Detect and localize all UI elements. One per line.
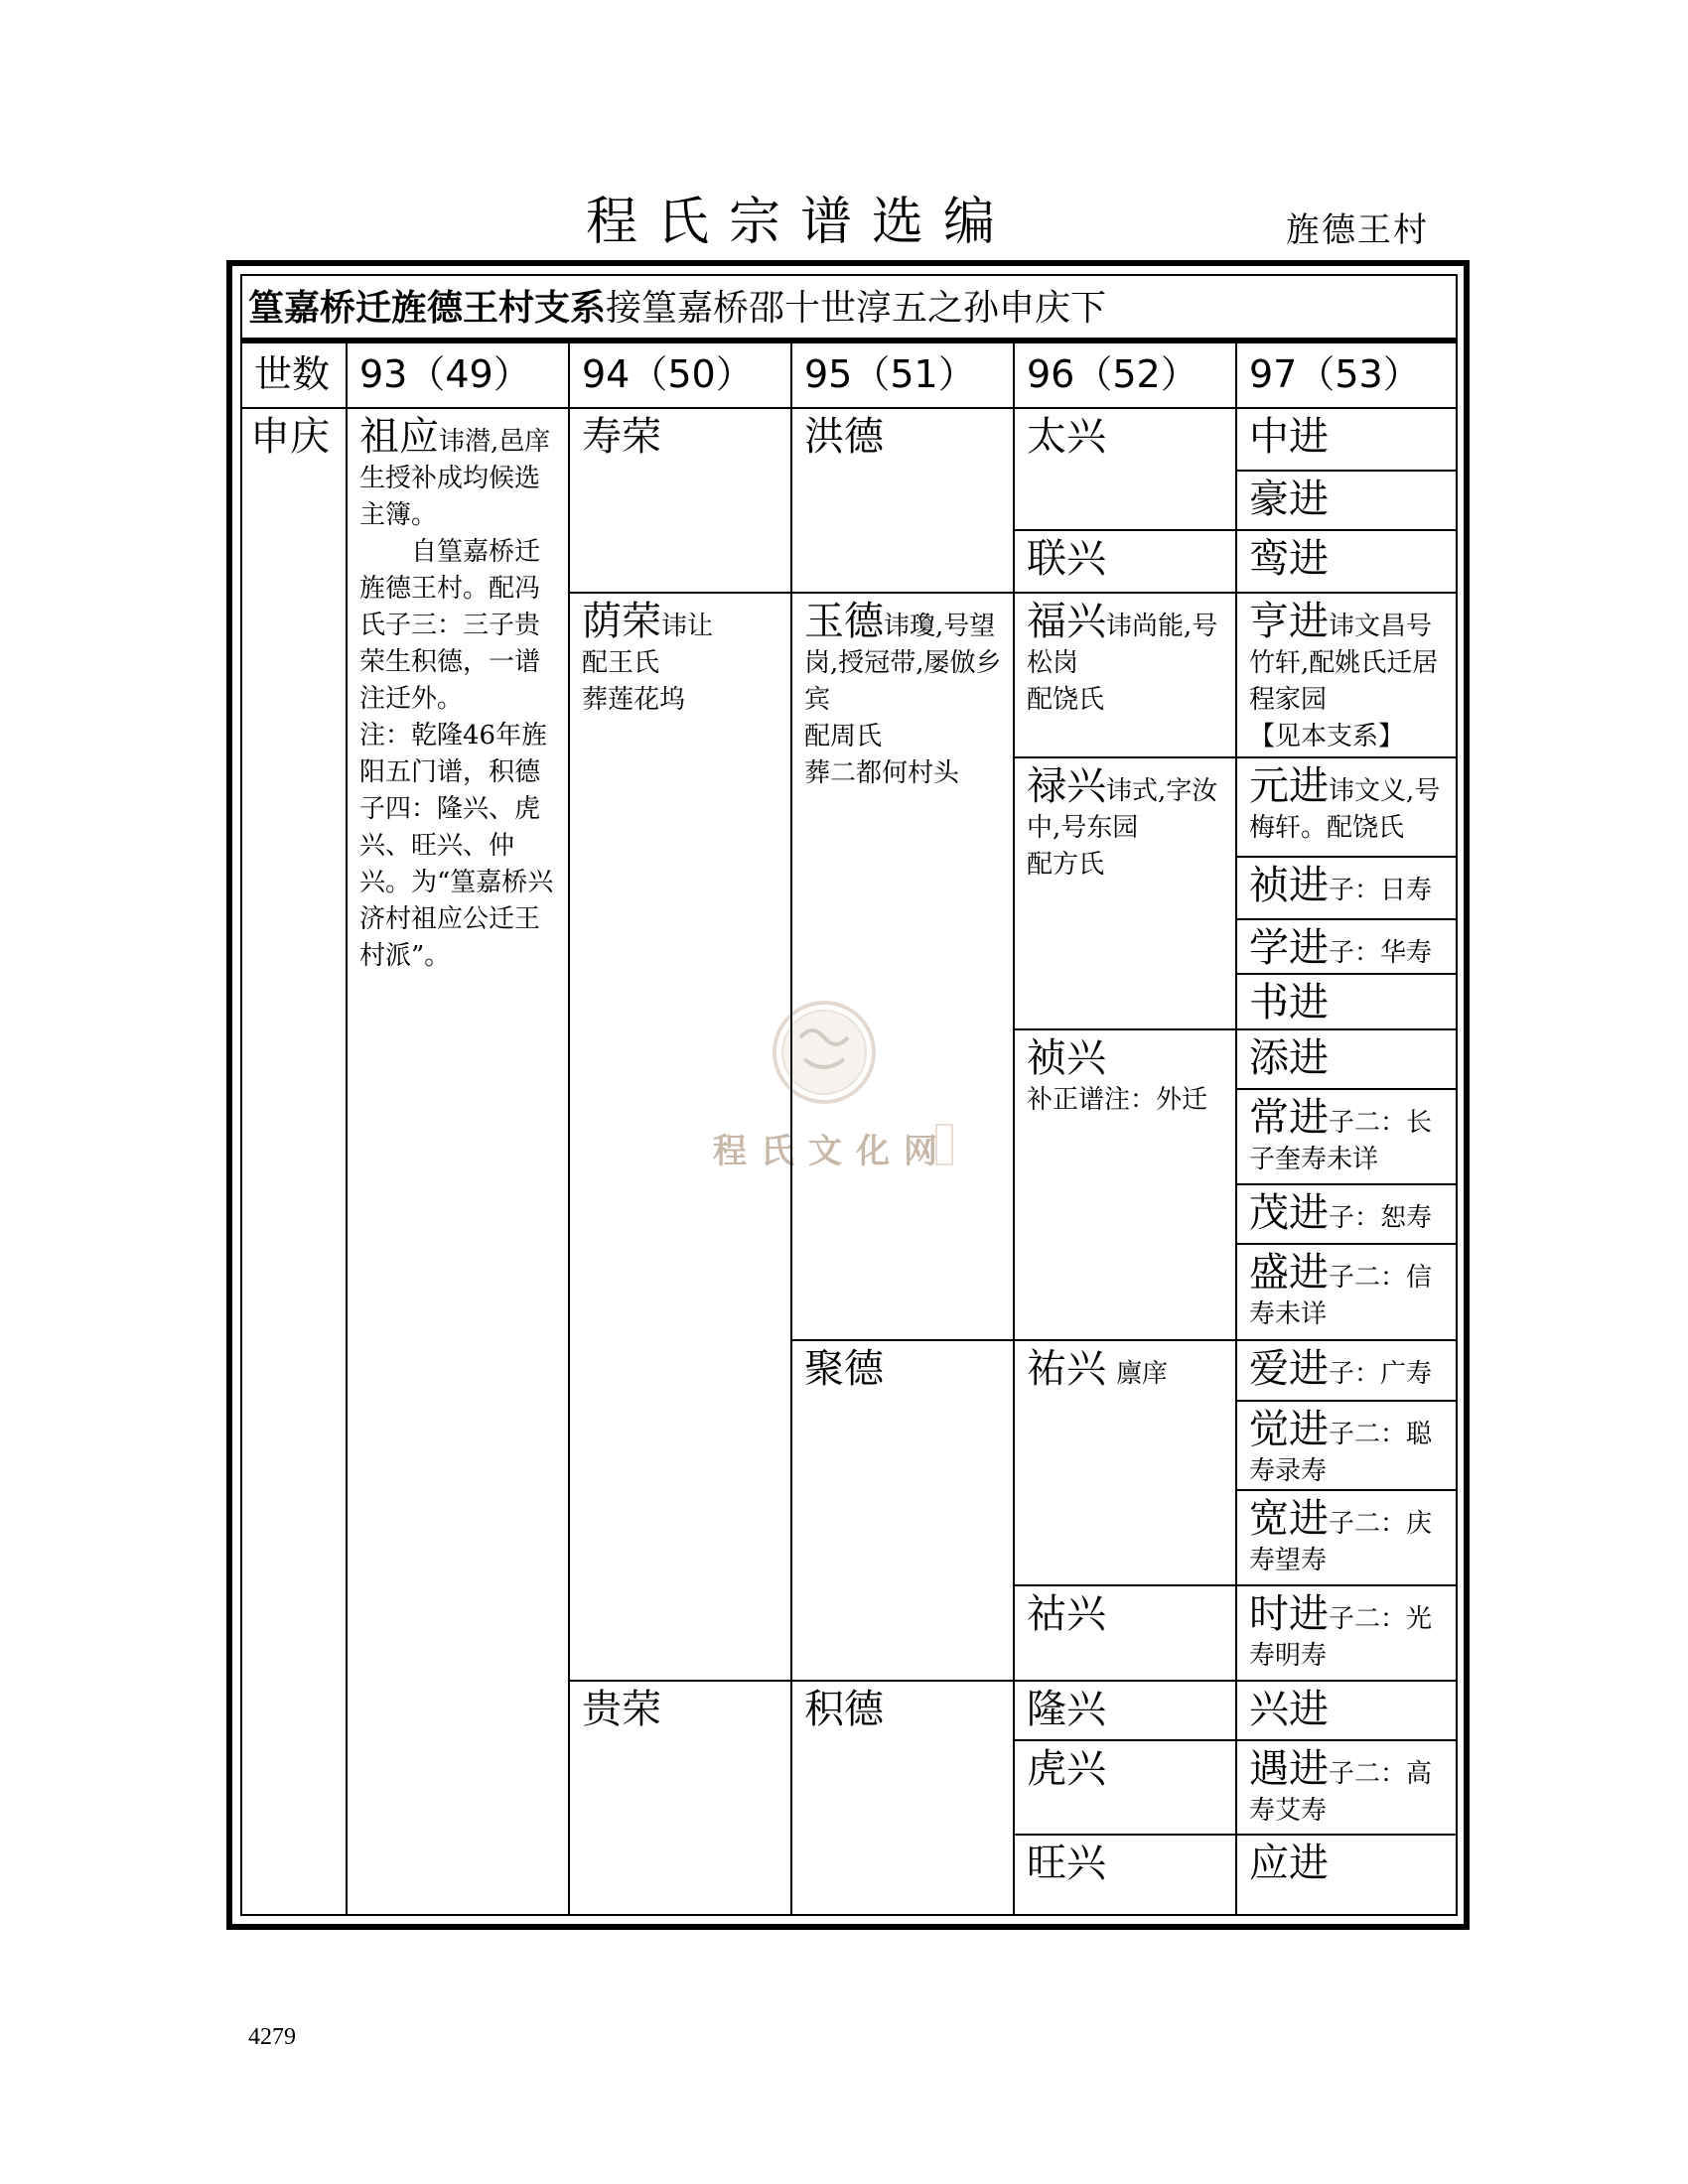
gen96-name: 虎兴 (1027, 1746, 1106, 1792)
gen94-spouse: 配王氏 (582, 648, 660, 678)
gen96-item (1013, 407, 1235, 529)
page-number: 4279 (248, 2024, 296, 2050)
gen94-item (568, 592, 790, 1680)
gen97-name: 遇进 (1249, 1746, 1329, 1792)
gen97-item (1235, 1088, 1458, 1183)
gen96-item (1013, 1584, 1235, 1680)
gen96-name: 旺兴 (1027, 1841, 1106, 1886)
gen97-name: 学进 (1249, 925, 1329, 971)
gen97-name: 宽进 (1249, 1496, 1329, 1542)
gen97-name: 祯进 (1249, 863, 1329, 908)
header-gen-93: 93（49） (359, 352, 531, 396)
gen97-name: 亨进 (1249, 599, 1329, 644)
branch-subtitle: 接篁嘉桥邵十世淳五之孙申庆下 (606, 288, 1107, 329)
gen94-note: 讳让 (661, 612, 714, 641)
gen95-name: 玉德 (804, 599, 884, 644)
header-generation: 世数 (254, 352, 331, 396)
gen97-name: 爱进 (1249, 1346, 1329, 1392)
gen95-name: 聚德 (804, 1346, 884, 1392)
gen96-name: 太兴 (1027, 414, 1106, 460)
gen94-name: 寿荣 (582, 414, 661, 460)
gen97-item (1235, 1400, 1458, 1489)
gen97-item (1235, 407, 1458, 470)
gen97-name: 兴进 (1249, 1687, 1329, 1732)
gen97-note: 讳文义,号梅轩。配饶氏 (1249, 776, 1441, 843)
gen97-note: 子二：聪寿录寿 (1249, 1420, 1433, 1486)
gen97-item (1235, 756, 1458, 856)
gen97-note: 子：华寿 (1329, 938, 1433, 968)
gen97-note: 子：日寿 (1329, 876, 1433, 905)
gen97-item (1235, 1243, 1458, 1339)
gen94-item (568, 1680, 790, 1916)
gen97-item (1235, 1489, 1458, 1584)
gen96-note: 讳尚能,号松岗 (1027, 612, 1218, 678)
gen97-item (1235, 856, 1458, 918)
gen93-migration-note: 自篁嘉桥迁旌德王村。配冯氏子三：三子贵荣生积德，一谱注迁外。 (359, 537, 541, 714)
gen97-name: 觉进 (1249, 1407, 1329, 1452)
gen93-cell (346, 407, 568, 1916)
gen97-note: 子二：高寿艾寿 (1249, 1759, 1433, 1826)
gen97-item (1235, 918, 1458, 973)
gen95-item (790, 1339, 1013, 1680)
gen94-name: 荫荣 (582, 599, 661, 644)
gen96-item (1013, 756, 1235, 1028)
gen97-note: 讳文昌号竹轩,配姚氏迁居程家园 (1249, 612, 1439, 715)
gen97-item (1235, 1339, 1458, 1400)
gen95-name: 积德 (804, 1687, 884, 1732)
gen96-note: 讳式,字汝中,号东园 (1027, 776, 1218, 843)
gen97-item (1235, 1584, 1458, 1680)
header-gen-94: 94（50） (582, 352, 754, 396)
gen97-name: 豪进 (1249, 477, 1329, 522)
gen96-spouse: 配饶氏 (1027, 685, 1105, 715)
gen96-item (1013, 529, 1235, 592)
gen95-item (790, 1680, 1013, 1916)
gen95-item (790, 407, 1013, 592)
gen96-annotation: 补正谱注：外迁 (1027, 1085, 1208, 1115)
gen97-name: 书进 (1249, 980, 1329, 1025)
village-label: 旌德王村 (1286, 210, 1429, 250)
header-gen-97: 97（53） (1249, 352, 1421, 396)
gen97-item (1235, 1834, 1458, 1916)
gen96-item (1013, 1834, 1235, 1916)
gen96-name: 祐兴 (1027, 1346, 1106, 1392)
gen96-name: 隆兴 (1027, 1687, 1106, 1732)
gen97-crossref: 【见本支系】 (1249, 722, 1405, 751)
gen97-item (1235, 470, 1458, 529)
gen96-item (1013, 592, 1235, 756)
gen97-name: 茂进 (1249, 1190, 1329, 1236)
gen96-name: 福兴 (1027, 599, 1106, 644)
watermark-text: 程氏文化网 (713, 1132, 951, 1171)
gen96-item (1013, 1339, 1235, 1584)
header-gen-95: 95（51） (804, 352, 976, 396)
gen97-name: 元进 (1249, 763, 1329, 809)
gen97-note: 子：恕寿 (1329, 1203, 1433, 1233)
gen95-item (790, 592, 1013, 1339)
gen96-name: 祯兴 (1027, 1035, 1106, 1081)
branch-title: 篁嘉桥迁旌德王村支系 (248, 287, 607, 329)
gen95-spouse: 配周氏 (804, 722, 883, 751)
gen97-name: 常进 (1249, 1095, 1329, 1141)
gen94-burial: 葬莲花坞 (582, 685, 686, 715)
gen95-name: 洪德 (804, 414, 884, 460)
gen97-item (1235, 1183, 1458, 1243)
gen97-name: 盛进 (1249, 1250, 1329, 1296)
gen93-note: 讳潜,邑庠生授补成均候选主簿。 (359, 427, 551, 530)
gen97-name: 鸾进 (1249, 536, 1329, 582)
gen96-item (1013, 1028, 1235, 1339)
gen97-item (1235, 1739, 1458, 1834)
header-gen-96: 96（52） (1027, 352, 1198, 396)
gen97-item (1235, 973, 1458, 1028)
gen96-item (1013, 1680, 1235, 1739)
gen96-name: 祜兴 (1027, 1591, 1106, 1637)
gen96-name: 联兴 (1027, 536, 1106, 582)
gen97-note: 子二：信寿未详 (1249, 1263, 1433, 1329)
gen94-item (568, 407, 790, 592)
gen97-note: 子二：光寿明寿 (1249, 1604, 1433, 1671)
gen97-name: 添进 (1249, 1035, 1329, 1081)
gen97-name: 应进 (1249, 1841, 1329, 1886)
gen97-name: 时进 (1249, 1591, 1329, 1637)
gen97-item (1235, 1680, 1458, 1739)
gen96-name: 禄兴 (1027, 763, 1106, 809)
gen94-name: 贵荣 (582, 1687, 661, 1732)
gen97-item (1235, 1028, 1458, 1088)
root-ancestor-cell (240, 407, 346, 1916)
gen93-annotation: 注：乾隆46年旌阳五门谱，积德子四：隆兴、虎兴、旺兴、仲兴。为“篁嘉桥兴济村祖应公迁王村派”。 (359, 721, 554, 971)
gen97-note: 子二：庆寿望寿 (1249, 1509, 1433, 1575)
root-ancestor: 申庆 (250, 414, 330, 460)
gen97-name: 中进 (1249, 414, 1329, 460)
gen97-note: 子：广寿 (1329, 1359, 1433, 1389)
gen97-item (1235, 592, 1458, 756)
gen95-burial: 葬二都何村头 (804, 758, 960, 788)
gen97-item (1235, 529, 1458, 592)
gen96-spouse: 配方氏 (1027, 850, 1105, 880)
gen93-name: 祖应 (359, 414, 439, 460)
gen96-note: 廪庠 (1116, 1359, 1169, 1389)
gen96-item (1013, 1739, 1235, 1834)
branch-banner (240, 274, 1458, 343)
gen95-note: 讳瓊,号望岗,授冠带,屡倣乡宾 (804, 612, 1002, 715)
page-title: 程氏宗谱选编 (586, 193, 1016, 252)
gen97-note: 子二：长子奎寿未详 (1249, 1108, 1433, 1174)
